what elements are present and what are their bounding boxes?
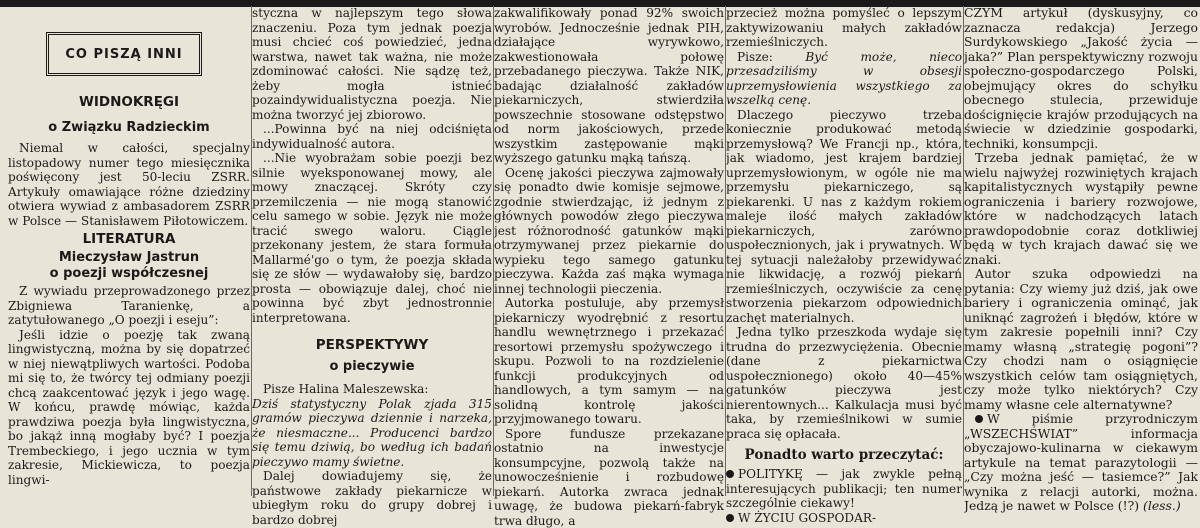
subheading-jastrun: Mieczysław Jastrun bbox=[8, 250, 250, 265]
pisze-lead: Pisze: bbox=[737, 50, 805, 64]
paragraph-jedna: Jedna tylko przeszkoda wydaje się trudna do przezwyciężenia. Obecnie (dane z piekarnictwa uspołecznionego) około 40—45% gatunków pieczywa jest nierentownych... Kalkulacja musi być taka, by rzemieślnikowi w sumie praca się opłacała. bbox=[726, 325, 962, 441]
pisze-italic: Być może, nieco przesadziliśmy w obsesji uprzemysłowienia wszystkiego za wszelką cenę. bbox=[726, 50, 962, 108]
section-title-box bbox=[46, 32, 202, 76]
paragraph-polityke bbox=[726, 467, 962, 511]
paragraph-wywiadu: Z wywiadu przeprowadzonego przez Zbigniewa Taranienkę, a zatytułowanego „O poezji i eseju”: bbox=[8, 284, 250, 328]
column-3 bbox=[494, 6, 724, 528]
paragraph-autor: Autor szuka odpowiedzi na pytania: Czy wiemy już dziś, jak owe bariery i ograniczenia ominąć, jak uniknąć zagrożeń i błędów, które w tym zakresie popełnili inni? Czy mamy własną „strategię pogoni”? Czy chodzi nam o osiągnięcie wszystkich celów tam osiągniętych, czy może tylko niektórych? Czy mamy własne cele alternatywne? bbox=[964, 267, 1198, 412]
paragraph-widnokregi: Niemal w całości, specjalny listopadowy numer tego miesięcznika poświęcony jest 50-leciu ZSRR. Artykuły omawiające różne dziedziny otwiera wywiad z ambasadorem ZSRR w Polsce — Stanisławem Piłotowiczem. bbox=[8, 141, 250, 228]
paragraph-dalej: Dalej dowiadujemy się, że państwowe zakłady piekarnicze w ubiegłym roku do grupy dobrej i bardzo dobrej bbox=[252, 469, 492, 527]
paragraph-wszechswiat bbox=[964, 412, 1198, 514]
polityke-text: POLITYKĘ — jak zwykle pełną interesujących publikacji; ten numer szczególnie ciekawy! bbox=[726, 467, 962, 510]
paragraph-quote: Dziś statystyczny Polak zjada 315 gramów pieczywa dziennie i narzeka, że niesmaczne... Producenci bardzo się temu dziwią, bo według ich badań pieczywo mamy świetne. bbox=[252, 397, 492, 470]
column-4 bbox=[726, 6, 962, 525]
heading-perspektywy: PERSPEKTYWY bbox=[252, 337, 492, 353]
paragraph-styczna: styczna w najlepszym tego słowa znaczeniu. Poza tym jednak poezja musi chcieć coś powiedzieć, jedna warstwa, nawet tak ważna, nie może zdominować całości. Nie sądzę też, żeby mogła istnieć pozaindywidualistyczna poezja. Nie można tworzyć jej zbiorowo. bbox=[252, 6, 492, 122]
bullet-icon bbox=[726, 470, 734, 478]
paragraph-autorka: Autorka postuluje, aby przemysł piekarniczy wyodrębnić z resortu handlu wewnętrznego i przekazać resortowi przemysłu spożywczego i skupu. Pozwoli to na rozdzielenie funkcji produkcyjnych od handlowych, a tym samym — na solidną kontrolę jakości przyjmowanego towaru. bbox=[494, 296, 724, 427]
paragraph-pisze: Pisze Halina Maleszewska: bbox=[252, 382, 492, 397]
subheading-zwiazku: o Związku Radzieckim bbox=[8, 120, 250, 135]
paragraph-dlaczego: Dlaczego pieczywo trzeba koniecznie produkować metodą przemysłową? We Francji np., która, jak wiadomo, jest krajem bardziej uprzemysłowionym, w ogóle nie ma przemysłu piekarniczego, są piekarenki. U nas z każdym rokiem maleje ilość małych zakładów piekarniczych, zarówno uspołecznionych, jak i prywatnych. W tej sytuacji należałoby przewidywać nie likwidację, a rozwój piekarń rzemieślniczych, oczywiście za cenę stworzenia piekarzom odpowiednich zachęt materialnych. bbox=[726, 108, 962, 326]
signature: (less.) bbox=[1143, 498, 1181, 513]
bullet-icon bbox=[726, 514, 734, 522]
paragraph-trzeba: Trzeba jednak pamiętać, że w wielu najwyżej rozwiniętych krajach kapitalistycznych wystąpiły pewne ograniczenia i bariery rozwojowe, które w nadchodzących latach prawdopodobnie coraz dotkliwiej będą w tych krajach dawać się we znaki. bbox=[964, 151, 1198, 267]
paragraph-powinna: ...Powinna być na niej odciśnięta indywidualność autora. bbox=[252, 122, 492, 151]
paragraph-jesli: Jeśli idzie o poezję tak zwaną lingwistyczną, można by się dopatrzeć w niej niewątpliwych wartości. Podoba mi się to, że twórcy tej odmiany poezji chcą zaakcentować język i jego wagę. W końcu, prawdę mówiąc, każda prawdziwa poezja była lingwistyczna, bo jakąż inną mogłaby być? I poezja Trembeckiego, i jego ucznia w tym zakresie, Mickiewicza, to poezja lingwi- bbox=[8, 328, 250, 488]
column-2 bbox=[252, 6, 492, 527]
paragraph-zakwalifikowaly: zakwalifikowały ponad 92% swoich wyrobów. Jednocześnie jednak PIH, działające wyrywkowo, zakwestionowała połowę przebadanego pieczywa. Także NIK, badając działalność zakładów piekarniczych, stwierdziła powszechnie stosowane odstępstwo od norm jakościowych, przede wszystkim zastępowanie mąki wyższego gatunku mąką tańszą. bbox=[494, 6, 724, 166]
section-title: CO PISZĄ INNI bbox=[65, 47, 182, 62]
paragraph-w-zyciu bbox=[726, 511, 962, 526]
paragraph-pisze-quote bbox=[726, 50, 962, 108]
w-zyciu-text: W ŻYCIU GOSPODAR- bbox=[738, 511, 876, 525]
column-1 bbox=[8, 6, 250, 487]
subheading-pieczywie: o pieczywie bbox=[252, 359, 492, 374]
paragraph-nie-wyobrazam: ...Nie wyobrażam sobie poezji bez silnie wyeksponowanej mowy, ale mowy znaczącej. Skróty czy przemilczenia — nie mogą stanowić celu samego w sobie. Język nie może tracić swego waloru. Ciągle przekonany jestem, że stara formuła Mallarmé'go o tym, że poezja składa się ze słów — wydawałoby się, bardzo prosta — obowiązuje dalej, choć nie powinna być zbyt jednostronnie interpretowana. bbox=[252, 151, 492, 325]
bullet-icon bbox=[975, 415, 983, 423]
heading-literatura: LITERATURA bbox=[8, 231, 250, 247]
paragraph-czym: CZYM artykuł (dyskusyjny, co zaznacza redakcja) Jerzego Surdykowskiego „Jakość życia — jaka?” Plan perspektywiczny rozwoju społeczno-gospodarczego Polski, obejmujący okres do schyłku obecnego stulecia, przewiduje doścignięcie krajów przodujących na świecie w dziedzinie gospodarki, techniki, konsumpcji. bbox=[964, 6, 1198, 151]
paragraph-ocene: Ocenę jakości pieczywa zajmowały się ponadto dwie komisje sejmowe, zgodnie stwierdzając, iż jednym z głównych powodów złego pieczywa jest różnorodność gatunków mąki otrzymywanej przez piekarnie do wypieku tego samego gatunku pieczywa. Każda zaś mąka wymaga innej technologii pieczenia. bbox=[494, 166, 724, 297]
wszechswiat-text: W piśmie przyrodniczym „WSZECHŚWIAT” informacja obyczajowo-kulinarna w ciekawym artykule na temat parazytologii — „Czy można jeść — tasiemce?” Jak wynika z relacji autorki, można. Jedzą je nawet w Polsce (!?) bbox=[964, 411, 1198, 513]
heading-widnokregi: WIDNOKRĘGI bbox=[8, 94, 250, 110]
paragraph-spore: Spore fundusze przekazane ostatnio na inwestycje konsumpcyjne, pozwolą także na unowocześnienie i rozbudowę piekarń. Autorka zwraca jednak uwagę, że budowa piekarń-fabryk trwa długo, a bbox=[494, 427, 724, 528]
paragraph-przeciez: przecież można pomyśleć o lepszym zaktywizowaniu małych zakładów rzemieślniczych. bbox=[726, 6, 962, 50]
heading-ponadto: Ponadto warto przeczytać: bbox=[726, 447, 962, 463]
subheading-poezji: o poezji współczesnej bbox=[8, 266, 250, 281]
column-5 bbox=[964, 6, 1198, 514]
